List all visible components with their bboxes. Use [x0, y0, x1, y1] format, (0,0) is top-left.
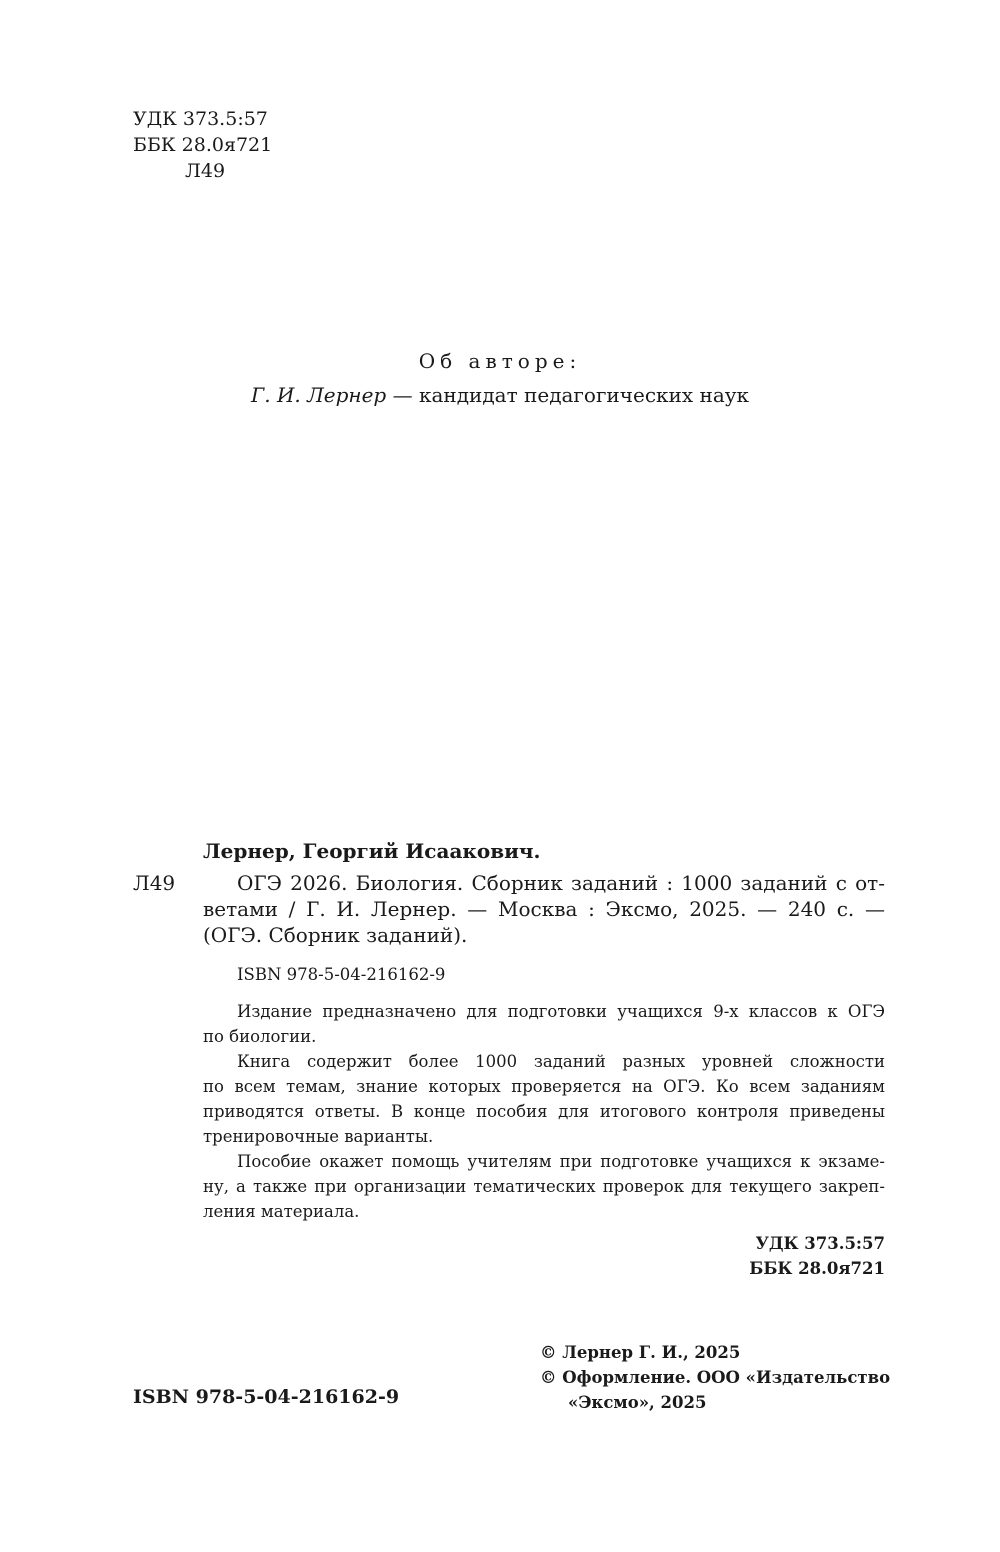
catalog-title-line-1: ОГЭ 2026. Биология. Сборник заданий : 1000 заданий с от- [237, 871, 885, 895]
copyright-design-line-1: © Оформление. ООО «Издательство [540, 1368, 891, 1387]
catalog-author-sign: Л49 [133, 871, 176, 895]
annotation-p3-line-1: Пособие окажет помощь учителям при подготовке учащихся к экзаме- [237, 1152, 885, 1171]
bottom-udk-code: УДК 373.5:57 [755, 1234, 885, 1253]
top-udk-code: УДК 373.5:57 [133, 108, 268, 130]
bottom-bbk-code: ББК 28.0я721 [749, 1259, 885, 1278]
annotation-p2-line-3: приводятся ответы. В конце пособия для итогового контроля приведены [203, 1102, 885, 1121]
annotation-p1-line-1: Издание предназначено для подготовки учащихся 9-х классов к ОГЭ [237, 1002, 885, 1021]
annotation-p2-line-4: тренировочные варианты. [203, 1127, 434, 1146]
footer-isbn: ISBN 978-5-04-216162-9 [133, 1386, 400, 1408]
about-author-heading: Об авторе: [418, 349, 582, 373]
catalog-title-line-2: ветами / Г. И. Лернер. — Москва : Эксмо, 2025. — 240 с. — [203, 897, 885, 921]
about-author-line [0, 383, 1000, 407]
top-author-sign: Л49 [185, 160, 226, 182]
about-author-name: Г. И. Лернер [250, 383, 387, 407]
annotation-p3-line-2: ну, а также при организации тематических проверок для текущего закреп- [203, 1177, 885, 1196]
catalog-title-line-3: (ОГЭ. Сборник заданий). [203, 923, 468, 947]
annotation-p1-line-2: по биологии. [203, 1027, 317, 1046]
catalog-author-heading: Лернер, Георгий Исаакович. [203, 839, 541, 863]
annotation-p3-line-3: ления материала. [203, 1202, 360, 1221]
copyright-design-line-2: «Эксмо», 2025 [568, 1393, 707, 1412]
copyright-author: © Лернер Г. И., 2025 [540, 1343, 741, 1362]
top-bbk-code: ББК 28.0я721 [133, 134, 273, 156]
catalog-isbn: ISBN 978-5-04-216162-9 [237, 965, 446, 984]
annotation-p2-line-1: Книга содержит более 1000 заданий разных уровней сложности [237, 1052, 885, 1071]
annotation-p2-line-2: по всем темам, знание которых проверяется на ОГЭ. Ко всем заданиям [203, 1077, 885, 1096]
about-author-description: — кандидат педагогических наук [392, 383, 750, 407]
